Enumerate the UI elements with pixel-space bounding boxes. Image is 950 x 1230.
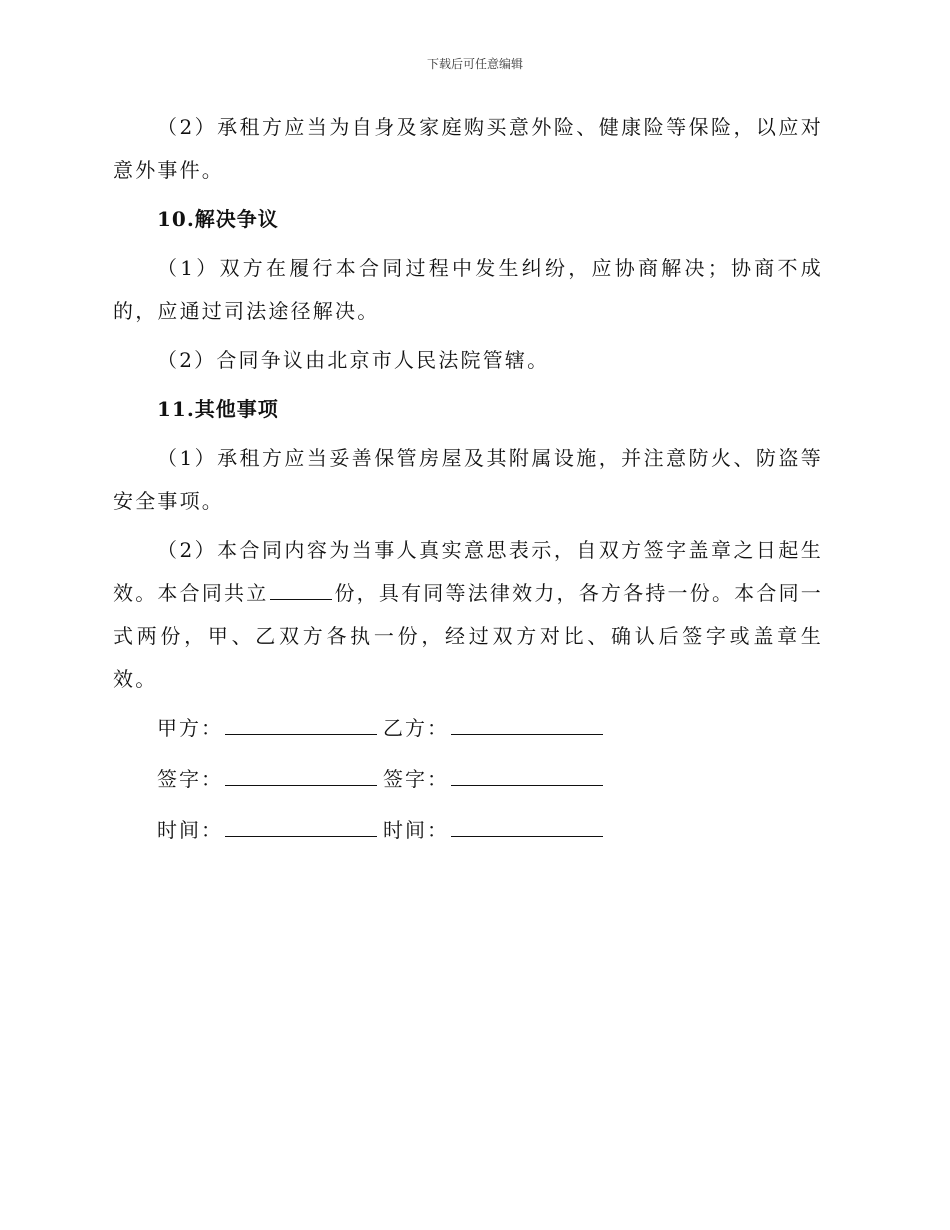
sign-a-blank[interactable] [225,765,377,786]
time-row [157,809,823,852]
page-header: 下载后可任意编辑 [426,57,523,71]
party-b-label: 乙方： [383,716,449,740]
other-clause-2-part1: （2）本合同内容为当事人真实意思表示，自双方签字盖章之日起生效。本合同共立 [113,538,823,605]
other-clause-1: （1）承租方应当妥善保管房屋及其附属设施，并注意防火、防盗等安全事项。 [113,446,823,513]
party-a-blank[interactable] [225,714,377,735]
time-a-blank[interactable] [225,816,377,837]
time-b-blank[interactable] [451,816,603,837]
sign-a-label: 签字： [157,767,223,791]
section-10-title: 10.解决争议 [157,207,279,231]
sign-b-blank[interactable] [451,765,603,786]
dispute-clause-2: （2）合同争议由北京市人民法院管辖。 [157,348,550,372]
copies-count-blank[interactable] [270,579,332,600]
section-11-title: 11.其他事项 [157,397,279,421]
party-signature-row [157,707,823,750]
other-clause-2 [113,529,823,701]
party-b-blank[interactable] [451,714,603,735]
time-b-label: 时间： [383,818,449,842]
sign-b-label: 签字： [383,767,449,791]
insurance-clause-2: （2）承租方应当为自身及家庭购买意外险、健康险等保险，以应对意外事件。 [113,115,823,182]
document-body [113,106,823,860]
dispute-clause-1: （1）双方在履行本合同过程中发生纠纷，应协商解决；协商不成的，应通过司法途径解决。 [113,256,823,323]
time-a-label: 时间： [157,818,223,842]
other-clause-2-part2: 份，具有同等法律效力，各方各持一份。本合同一式两份，甲、乙双方各执一份，经过双方对比、确认后签字或盖章生效。 [113,581,823,691]
party-a-label: 甲方： [157,716,223,740]
sign-row [157,758,823,801]
